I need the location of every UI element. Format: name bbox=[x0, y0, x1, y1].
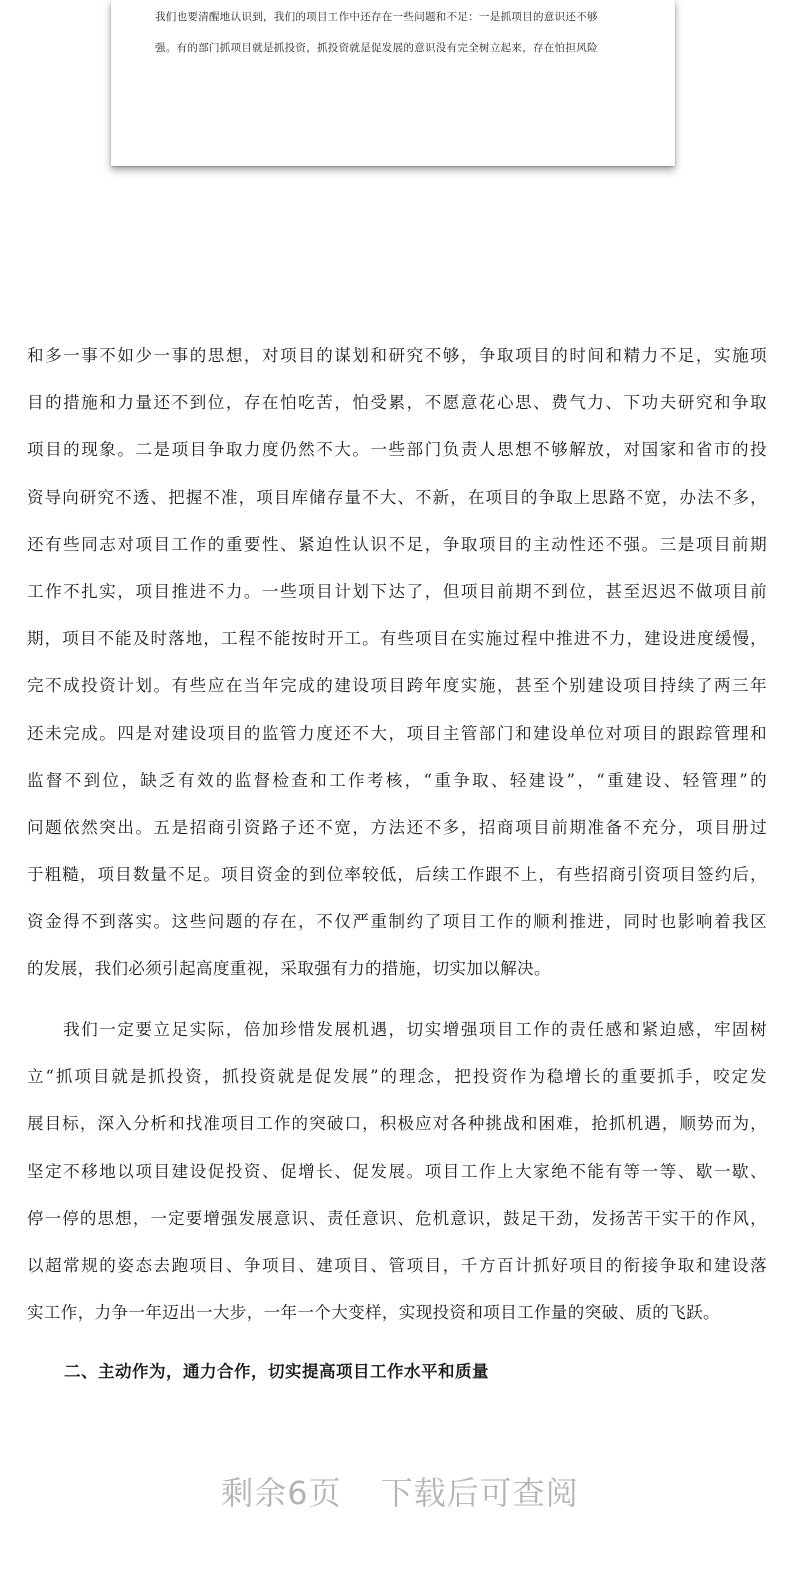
preview-line: 强。有的部门抓项目就是抓投资，抓投资就是促发展的意识没有完全树立起来，存在怕担风险 bbox=[155, 42, 598, 54]
download-prompt-banner[interactable] bbox=[0, 1468, 800, 1514]
download-to-view-link[interactable]: 下载后可查阅 bbox=[380, 1474, 579, 1512]
body-paragraph bbox=[27, 1006, 767, 1336]
text-line: 期，项目不能及时落地，工程不能按时开工。有些项目在实施过程中推进不力，建设进度缓慢， bbox=[27, 629, 767, 649]
text-line: 监督不到位，缺乏有效的监督检查和工作考核，“重争取、轻建设”，“重建设、轻管理”的 bbox=[27, 770, 767, 790]
preview-line: 我们也要清醒地认识到，我们的项目工作中还存在一些问题和不足：一是抓项目的意识还不够 bbox=[155, 11, 598, 23]
text-line: 的发展，我们必须引起高度重视，采取强有力的措施，切实加以解决。 bbox=[27, 959, 551, 979]
text-line: 资金得不到落实。这些问题的存在，不仅严重制约了项目工作的顺利推进，同时也影响着我区 bbox=[27, 912, 767, 932]
text-line: 还未完成。四是对建设项目的监管力度还不大，项目主管部门和建设单位对项目的跟踪管理和 bbox=[27, 723, 767, 743]
text-line: 和多一事不如少一事的思想，对项目的谋划和研究不够，争取项目的时间和精力不足，实施项 bbox=[27, 346, 767, 365]
text-line: 资导向研究不透、把握不准，项目库储存量不大、不新，在项目的争取上思路不宽，办法不多， bbox=[27, 487, 767, 507]
text-line: 于粗糙，项目数量不足。项目资金的到位率较低，后续工作跟不上，有些招商引资项目签约后， bbox=[27, 865, 767, 885]
text-line: 实工作，力争一年迈出一大步，一年一个大变样，实现投资和项目工作量的突破、质的飞跃。 bbox=[27, 1303, 720, 1323]
text-line: 工作不扎实，项目推进不力。一些项目计划下达了，但项目前期不到位，甚至迟迟不做项目前 bbox=[27, 581, 767, 601]
document-preview-card bbox=[111, 0, 675, 166]
text-line: 坚定不移地以项目建设促投资、促增长、促发展。项目工作上大家绝不能有等一等、歇一歇、 bbox=[27, 1161, 767, 1181]
text-line: 展目标，深入分析和找准项目工作的突破口，积极应对各种挑战和困难，抢抓机遇，顺势而为， bbox=[27, 1114, 767, 1134]
text-line: 还有些同志对项目工作的重要性、紧迫性认识不足，争取项目的主动性还不强。三是项目前期 bbox=[27, 534, 767, 554]
text-line: 项目的现象。二是项目争取力度仍然不大。一些部门负责人思想不够解放，对国家和省市的投 bbox=[27, 440, 767, 460]
text-line: 完不成投资计划。有些应在当年完成的建设项目跨年度实施，甚至个别建设项目持续了两三年 bbox=[27, 676, 767, 696]
text-line: 我们一定要立足实际，倍加珍惜发展机遇，切实增强项目工作的责任感和紧迫感，牢固树 bbox=[27, 1020, 767, 1039]
text-line: 停一停的思想，一定要增强发展意识、责任意识、危机意识，鼓足干劲，发扬苦干实干的作风， bbox=[27, 1208, 767, 1228]
text-line: 问题依然突出。五是招商引资路子还不宽，方法还不多，招商项目前期准备不充分，项目册过 bbox=[27, 817, 767, 837]
text-line: 目的措施和力量还不到位，存在怕吃苦，怕受累，不愿意花心思、费气力、下功夫研究和争取 bbox=[27, 393, 767, 413]
body-paragraph bbox=[27, 332, 767, 993]
remaining-pages-text: 剩余6页 bbox=[221, 1474, 342, 1512]
text-line: 立“抓项目就是抓投资，抓投资就是促发展”的理念，把投资作为稳增长的重要抓手，咬定发 bbox=[27, 1067, 767, 1087]
text-line: 以超常规的姿态去跑项目、争项目、建项目、管项目，千方百计抓好项目的衔接争取和建设落 bbox=[27, 1255, 767, 1275]
section-heading: 二、主动作为，通力合作，切实提高项目工作水平和质量 bbox=[64, 1362, 489, 1381]
